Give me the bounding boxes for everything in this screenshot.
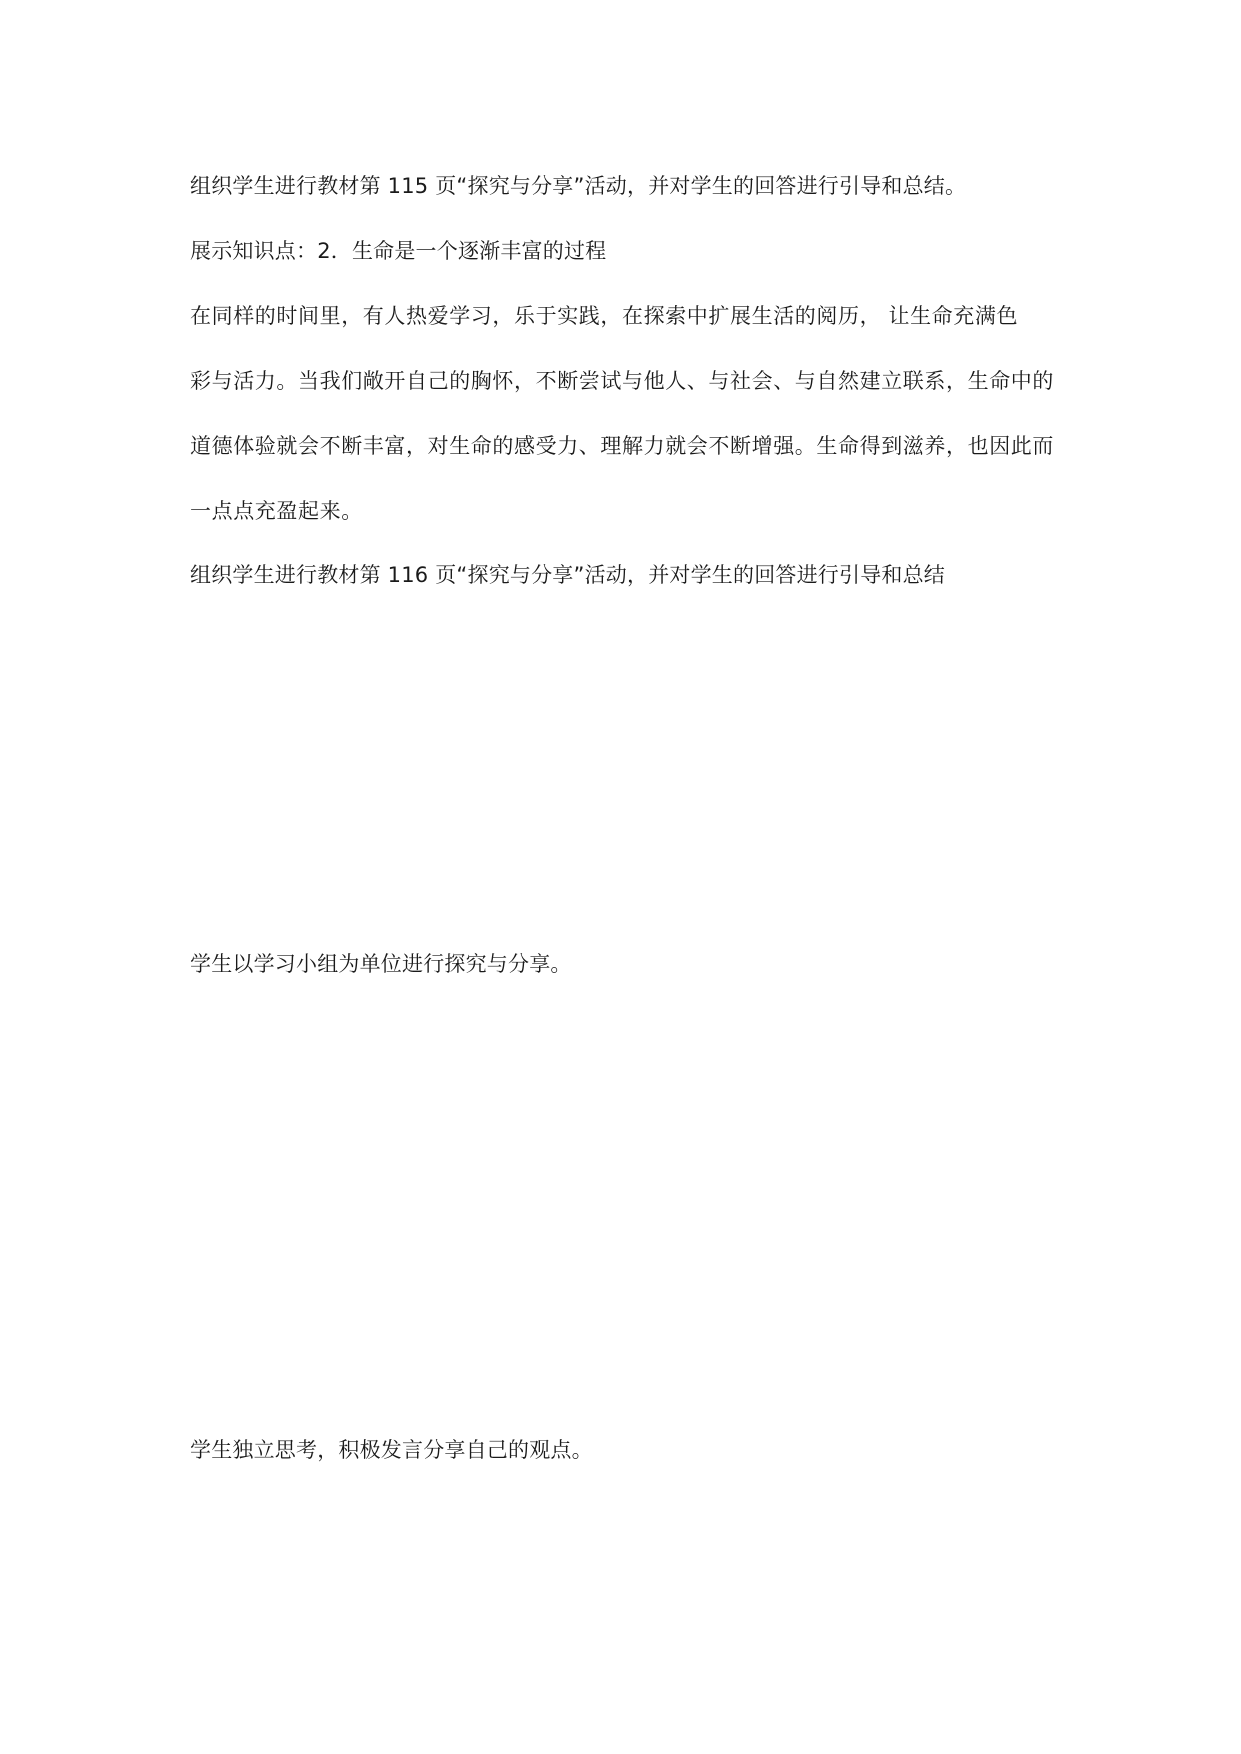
student-group-activity: 学生以学习小组为单位进行探究与分享。 [190,952,572,976]
activity-115-instruction: 组织学生进行教材第 115 页“探究与分享”活动，并对学生的回答进行引导和总结。 [190,174,967,198]
knowledge-point-heading: 展示知识点：2．生命是一个逐渐丰富的过程 [190,239,607,263]
paragraph-line: 在同样的时间里，有人热爱学习，乐于实践，在探索中扩展生活的阅历， 让生命充满色 [190,304,1019,328]
paragraph-line: 道德体验就会不断丰富，对生命的感受力、理解力就会不断增强。生命得到滋养，也因此而 [190,434,1054,458]
paragraph-line: 彩与活力。当我们敞开自己的胸怀，不断尝试与他人、与社会、与自然建立联系，生命中的 [190,369,1054,393]
activity-116-instruction: 组织学生进行教材第 116 页“探究与分享”活动，并对学生的回答进行引导和总结 [190,563,945,587]
student-independent-thinking: 学生独立思考，积极发言分享自己的观点。 [190,1438,593,1462]
paragraph-line: 一点点充盈起来。 [190,499,363,523]
